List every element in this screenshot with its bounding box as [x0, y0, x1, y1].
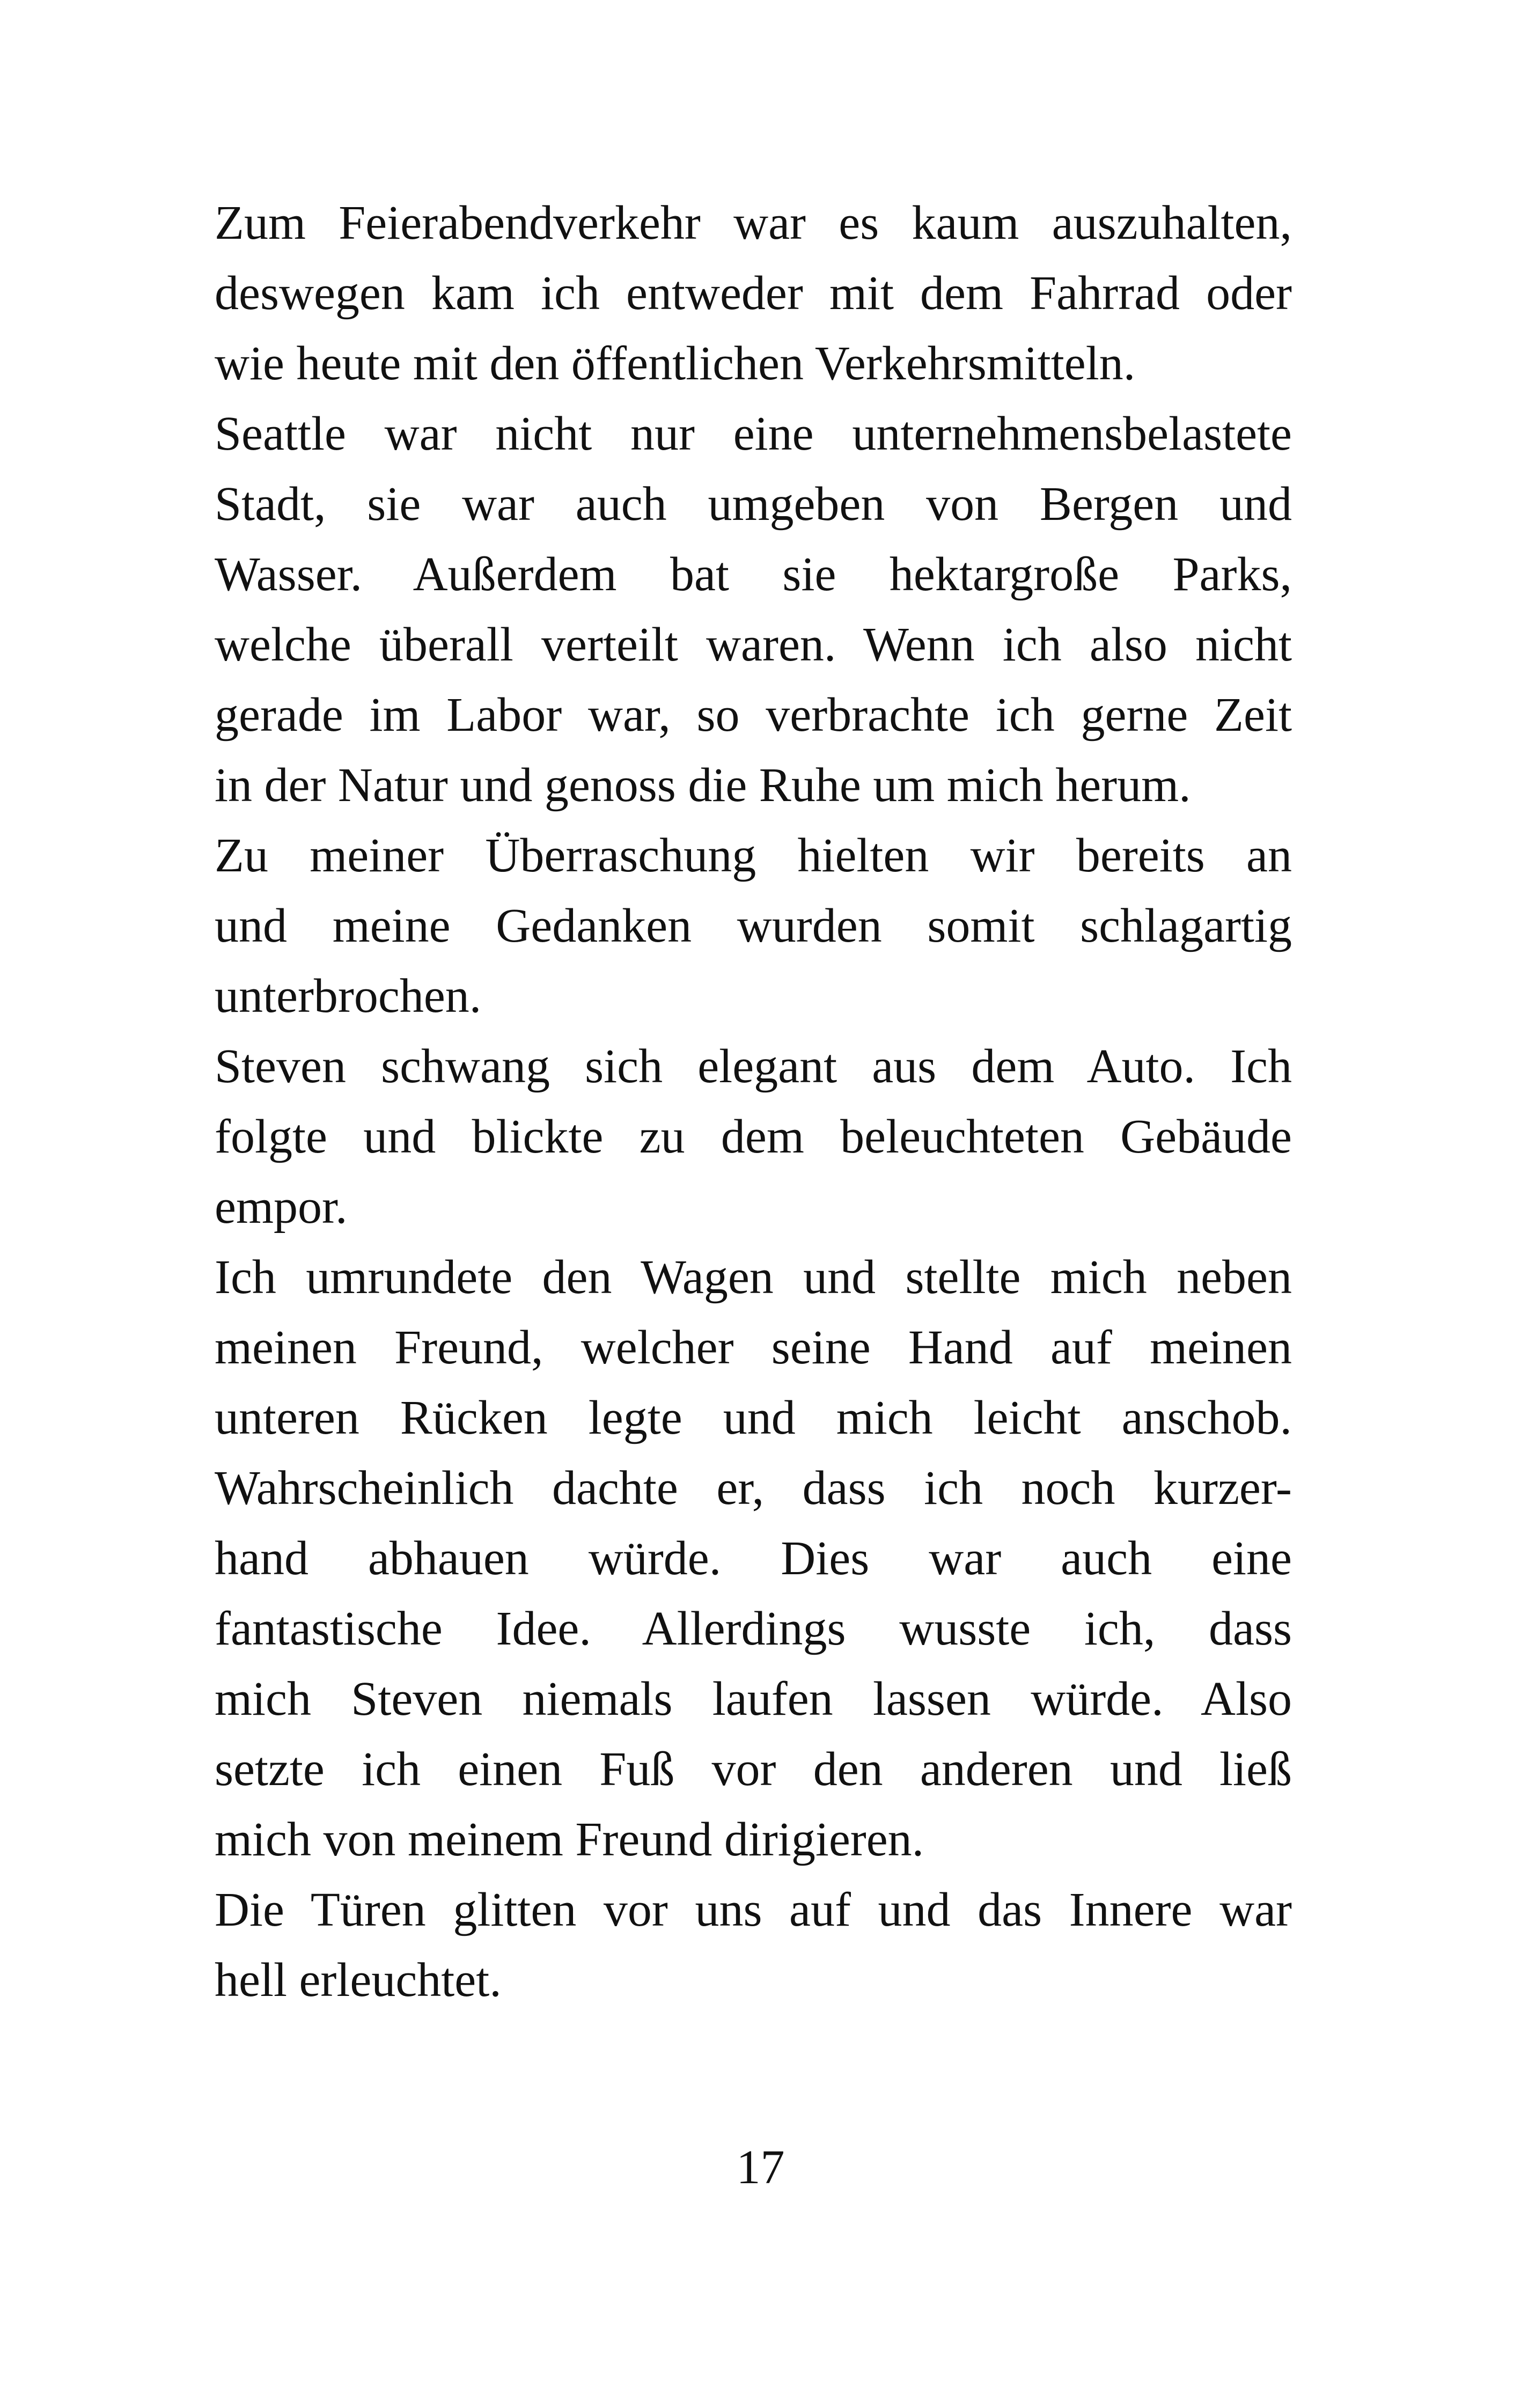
- text-line: Ich umrundete den Wagen und stellte mich neben: [215, 1251, 1292, 1304]
- text-line: Steven schwang sich elegant aus dem Auto. Ich: [215, 1040, 1292, 1093]
- text-line: in der Natur und genoss die Ruhe um mich herum.: [215, 759, 1191, 812]
- text-line: Stadt, sie war auch umgeben von Bergen und: [215, 478, 1292, 531]
- text-line: Zu meiner Überraschung hielten wir bereits an: [215, 829, 1292, 882]
- page-number: 17: [736, 2141, 785, 2194]
- text-line: Die Türen glitten vor uns auf und das Innere war: [215, 1883, 1292, 1936]
- text-line: Zum Feierabendverkehr war es kaum auszuhalten,: [215, 196, 1292, 249]
- text-line: mich von meinem Freund dirigieren.: [215, 1813, 924, 1866]
- text-line: Seattle war nicht nur eine unternehmensbelastete: [215, 407, 1292, 460]
- text-line: mich Steven niemals laufen lassen würde. Also: [215, 1672, 1292, 1726]
- text-line: welche überall verteilt waren. Wenn ich also nicht: [215, 618, 1292, 671]
- text-line: hand abhauen würde. Dies war auch eine: [215, 1532, 1292, 1585]
- text-line: und meine Gedanken wurden somit schlagartig: [215, 899, 1292, 952]
- text-line: gerade im Labor war, so verbrachte ich gerne Zeit: [215, 688, 1292, 742]
- text-line: wie heute mit den öffentlichen Verkehrsmitteln.: [215, 337, 1136, 390]
- text-line: fantastische Idee. Allerdings wusste ich, dass: [215, 1602, 1292, 1655]
- text-line: unterbrochen.: [215, 970, 482, 1023]
- text-line: setzte ich einen Fuß vor den anderen und ließ: [215, 1743, 1292, 1796]
- text-line: Wahrscheinlich dachte er, dass ich noch kurzer-: [215, 1462, 1292, 1515]
- text-line: unteren Rücken legte und mich leicht anschob.: [215, 1391, 1292, 1444]
- text-line: hell erleuchtet.: [215, 1954, 502, 2007]
- text-line: folgte und blickte zu dem beleuchteten Gebäude: [215, 1110, 1292, 1163]
- body-text: [215, 188, 1292, 2015]
- text-line: Wasser. Außerdem bat sie hektargroße Parks,: [215, 548, 1292, 601]
- text-line: meinen Freund, welcher seine Hand auf meinen: [215, 1321, 1292, 1374]
- text-line: deswegen kam ich entweder mit dem Fahrrad oder: [215, 267, 1292, 320]
- text-line: empor.: [215, 1180, 348, 1234]
